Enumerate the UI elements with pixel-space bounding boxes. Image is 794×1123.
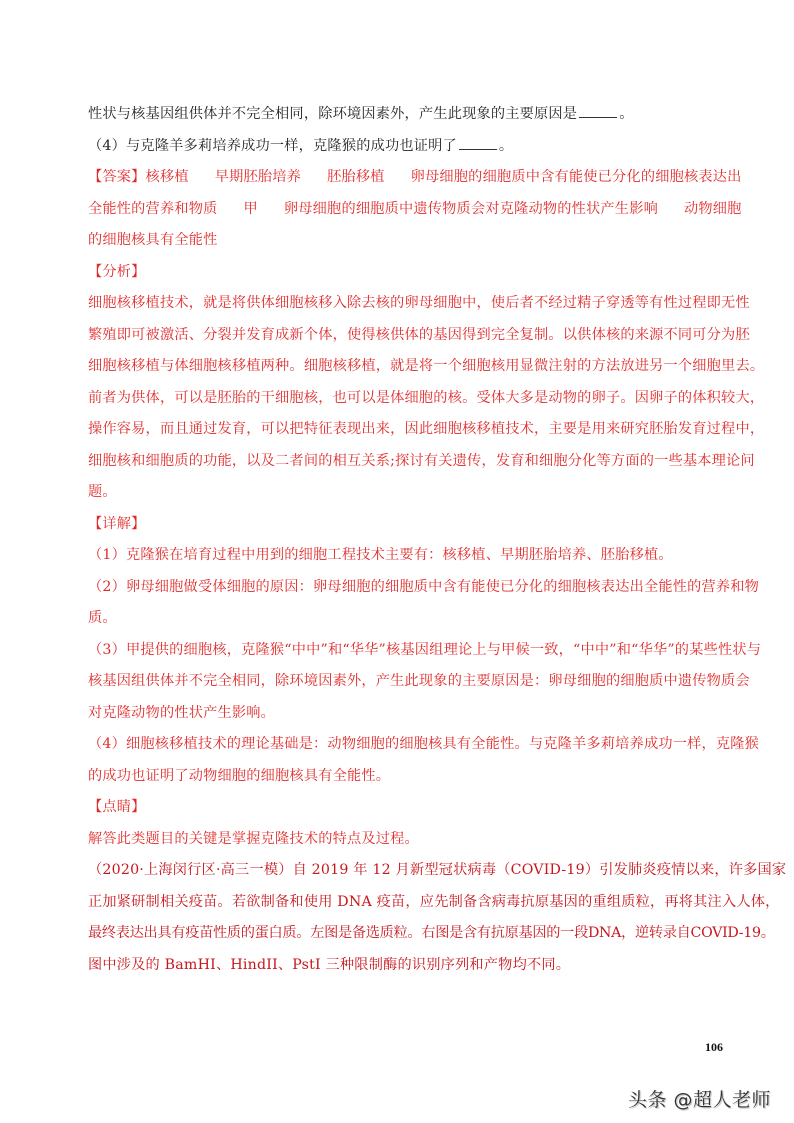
- question-line-3-continued: [88, 99, 728, 131]
- comment-label: 【点睛】: [88, 799, 146, 815]
- analysis-line: 繁殖即可被激活、分裂并发育成新个体，使得核供体的基因得到完全复制。以供体核的来源不同可分为胚: [88, 326, 750, 343]
- answer-item: 核移植: [145, 169, 189, 185]
- answer-blank: [579, 103, 617, 118]
- answer-item: 动物细胞: [683, 200, 742, 217]
- analysis-line: 细胞核移植技术，就是将供体细胞核移入除去核的卵母细胞中，使后者不经过精子穿透等有性过程即无性: [88, 295, 750, 311]
- detail-line: （4）细胞核移植技术的理论基础是：动物细胞的细胞核具有全能性。与克隆羊多莉培养成功一样，克隆猴: [88, 736, 760, 752]
- answer-label: 【答案】: [88, 169, 146, 185]
- detail-line: 核基因组供体并不完全相同，除环境因素外，产生此现象的主要原因是：卵母细胞的细胞质中遗传物质会: [88, 673, 750, 689]
- answer-item: 甲: [243, 200, 258, 217]
- answer-line-3: 的细胞核具有全能性: [88, 232, 218, 248]
- answer-item: 全能性的营养和物质: [88, 200, 218, 217]
- answer-item: 早期胚胎培养: [214, 169, 302, 185]
- answer-item: 卵母细胞的细胞质中遗传物质会对克隆动物的性状产生影响: [283, 200, 658, 217]
- detail-line: 质。: [88, 610, 117, 626]
- next-question-line: 图中涉及的 BamHI、HindII、PstI 三种限制酶的识别序列和产物均不同。: [88, 956, 571, 973]
- analysis-line: 细胞核移植与体细胞核移植两种。细胞核移植，就是将一个细胞核用显微注射的方法放进另一个细胞里去。: [88, 358, 765, 374]
- question-text: 性状与核基因组供体并不完全相同，除环境因素外，产生此现象的主要原因是: [88, 106, 578, 122]
- answer-line-1: [88, 162, 742, 194]
- next-question-line: 最终表达出具有疫苗性质的蛋白质。左图是备选质粒。右图是含有抗原基因的一段DNA，逆转录自COVID-19。: [88, 925, 775, 941]
- analysis-line: 前者为供体，可以是胚胎的干细胞核，也可以是体细胞的核。受体大多是动物的卵子。因卵子的体积较大，: [88, 389, 765, 406]
- watermark: 头条 @超人老师: [628, 1089, 772, 1111]
- detail-label: 【详解】: [88, 515, 146, 532]
- page-number: 106: [705, 1040, 723, 1054]
- answer-blank: [459, 135, 497, 150]
- question-line-4: [88, 131, 728, 163]
- detail-line: 的成功也证明了动物细胞的细胞核具有全能性。: [88, 767, 391, 784]
- answer-item: 胚胎移植: [327, 169, 385, 185]
- answer-line-2: [88, 194, 742, 226]
- detail-line: （2）卵母细胞做受体细胞的原因：卵母细胞的细胞质中含有能使已分化的细胞核表达出全能性的营养和物: [88, 578, 760, 595]
- document-page: [88, 99, 787, 981]
- comment-line: 解答此类题目的关键是掌握克隆技术的特点及过程。: [88, 830, 419, 847]
- analysis-line: 细胞核和细胞质的功能，以及二者间的相互关系;探讨有关遗传，发育和细胞分化等方面的一些基本理论问: [88, 452, 755, 469]
- analysis-label: 【分析】: [88, 263, 146, 280]
- answer-item: 卵母细胞的细胞质中含有能使已分化的细胞核表达出: [410, 169, 742, 185]
- question-text: （4）与克隆羊多莉培养成功一样，克隆猴的成功也证明了: [88, 137, 457, 154]
- punctuation: 。: [619, 106, 634, 122]
- analysis-line: 操作容易，而且通过发育，可以把特征表现出来，因此细胞核移植技术，主要是用来研究胚胎发育过程中，: [88, 421, 765, 437]
- next-question-line: 正加紧研制相关疫苗。若欲制备和使用 DNA 疫苗，应先制备含病毒抗原基因的重组质粒，再将其注入人体，: [88, 893, 780, 910]
- detail-line: （3）甲提供的细胞核，克隆猴“中中”和“华华”核基因组理论上与甲候一致，“中中”和“华华”的某些性状与: [88, 641, 762, 658]
- detail-line: 对克隆动物的性状产生影响。: [88, 704, 276, 721]
- punctuation: 。: [498, 137, 514, 154]
- analysis-line: 题。: [88, 484, 117, 500]
- next-question-line: （2020·上海闵行区·高三一模）自 2019 年 12 月新型冠状病毒（COVID-19）引发肺炎疫情以来，许多国家: [88, 862, 787, 878]
- detail-line: （1）克隆猴在培育过程中用到的细胞工程技术主要有：核移植、早期胚胎培养、胚胎移植。: [88, 547, 673, 563]
